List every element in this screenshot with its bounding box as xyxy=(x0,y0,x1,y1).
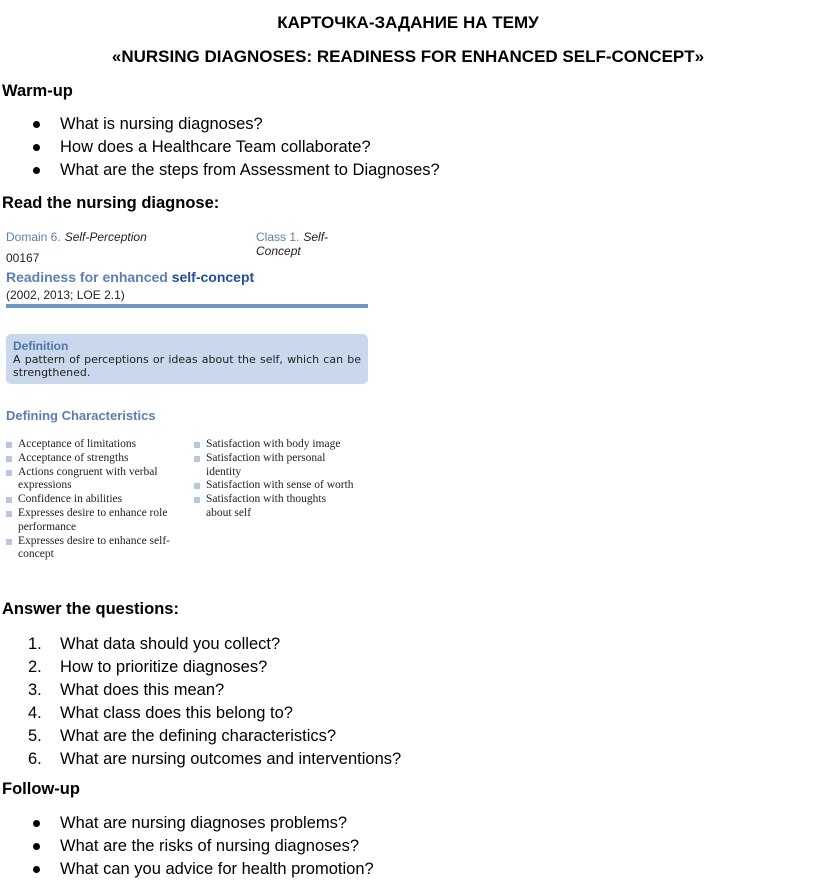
list-item: What is nursing diagnoses? xyxy=(0,113,440,136)
list-item: What can you advice for health promotion? xyxy=(0,858,374,881)
square-bullet-icon xyxy=(194,497,200,503)
read-heading: Read the nursing diagnose: xyxy=(2,194,220,212)
page-title: КАРТОЧКА-ЗАДАНИЕ НА ТЕМУ xyxy=(277,13,539,32)
list-item: What are the risks of nursing diagnoses? xyxy=(0,835,374,858)
square-bullet-icon xyxy=(194,442,200,448)
definition-heading: Definition xyxy=(13,339,69,353)
list-item: Confidence in abilities xyxy=(6,493,184,507)
diagnosis-title: Readiness for enhanced self-concept xyxy=(6,269,255,285)
level-of-evidence: (2002, 2013; LOE 2.1) xyxy=(6,288,125,302)
warmup-list xyxy=(0,113,440,182)
followup-heading: Follow-up xyxy=(2,780,80,798)
square-bullet-icon xyxy=(6,497,12,503)
square-bullet-icon xyxy=(6,442,12,448)
list-item: 4. What class does this belong to? xyxy=(28,704,293,722)
list-item: Satisfaction with sense of worth xyxy=(194,479,354,493)
followup-list xyxy=(0,812,374,881)
answer-heading: Answer the questions: xyxy=(2,600,179,618)
square-bullet-icon xyxy=(6,470,12,476)
list-item: What are nursing diagnoses problems? xyxy=(0,812,374,835)
list-item: 3. What does this mean? xyxy=(28,681,225,699)
list-item: Satisfaction with thoughts about self xyxy=(194,493,354,521)
defining-characteristics-heading: Defining Characteristics xyxy=(6,408,156,423)
list-item: Expresses desire to enhance self-concept xyxy=(6,535,184,563)
list-item: How does a Healthcare Team collaborate? xyxy=(0,136,440,159)
bullet-icon xyxy=(33,866,40,873)
list-item: Actions congruent with verbal expressions xyxy=(6,466,184,494)
bullet-icon xyxy=(33,820,40,827)
square-bullet-icon xyxy=(6,511,12,517)
bullet-icon xyxy=(33,121,40,128)
warmup-heading: Warm-up xyxy=(2,82,73,100)
square-bullet-icon xyxy=(6,456,12,462)
definition-text: A pattern of perceptions or ideas about the self, which can be strengthened. xyxy=(13,353,361,379)
bullet-icon xyxy=(33,843,40,850)
characteristics-column-2 xyxy=(194,438,354,521)
list-item: 5. What are the defining characteristics? xyxy=(28,727,337,745)
bullet-icon xyxy=(33,144,40,151)
list-item: What are the steps from Assessment to Diagnoses? xyxy=(0,159,440,182)
square-bullet-icon xyxy=(194,483,200,489)
page-subtitle: «NURSING DIAGNOSES: READINESS FOR ENHANCED SELF-CONCEPT» xyxy=(111,47,705,66)
list-item: Satisfaction with body image xyxy=(194,438,354,452)
square-bullet-icon xyxy=(6,539,12,545)
domain-label: Domain 6. Self-Perception xyxy=(6,230,147,244)
list-item: Acceptance of limitations xyxy=(6,438,184,452)
list-item: 1. What data should you collect? xyxy=(28,635,281,653)
answer-list xyxy=(0,633,401,771)
list-item: 2. How to prioritize diagnoses? xyxy=(28,658,268,676)
list-item: 6. What are nursing outcomes and interventions? xyxy=(28,750,402,768)
divider xyxy=(6,304,368,308)
class-label: Class 1. Self-Concept xyxy=(256,230,329,258)
characteristics-column-1 xyxy=(6,438,184,562)
definition-box xyxy=(6,334,368,384)
list-item: Satisfaction with personal identity xyxy=(194,452,354,480)
list-item: Expresses desire to enhance role performance xyxy=(6,507,184,535)
diagnosis-card xyxy=(6,226,372,568)
bullet-icon xyxy=(33,167,40,174)
list-item: Acceptance of strengths xyxy=(6,452,184,466)
square-bullet-icon xyxy=(194,456,200,462)
diagnosis-code: 00167 xyxy=(6,251,40,265)
